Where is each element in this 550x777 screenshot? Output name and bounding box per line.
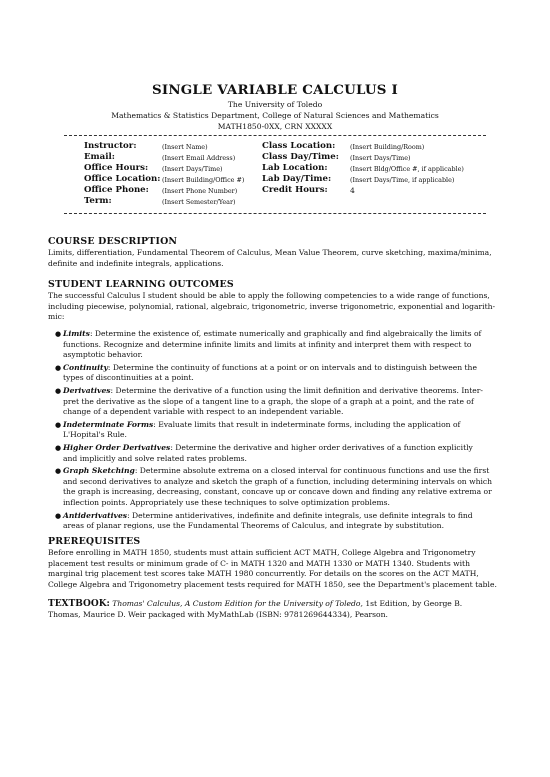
email-value: (Insert Email Address) xyxy=(162,154,236,162)
bullet-icon: ● xyxy=(55,363,62,372)
course-code: MATH1850-0XX, CRN XXXXX xyxy=(217,122,333,131)
course-description-heading: COURSE DESCRIPTION xyxy=(48,236,178,247)
bullet-icon: ● xyxy=(55,330,62,338)
credit-hours-value: 4 xyxy=(350,186,355,195)
instructor-label: Instructor: xyxy=(84,141,137,151)
outcome-text: change of a dependent variable with respect to an independent variable. xyxy=(63,407,344,417)
class-day-time-value: (Insert Days/Time) xyxy=(350,154,411,162)
outcome-text: the graph is increasing, decreasing, constant, concave up or concave down and finding any relative extrema or xyxy=(63,487,492,497)
outcome-text: : Determine antiderivatives, indefinite and definite integrals, use definite integrals to find xyxy=(127,510,473,520)
course-description-line: definite and indefinite integrals, applications. xyxy=(48,258,224,268)
prerequisites-line: marginal trig placement test scores take MATH 1980 concurrently. For details on the scores on the ACT MATH, xyxy=(48,569,479,579)
term-label: Term: xyxy=(84,196,112,206)
outcome-text: : Determine the derivative of a function using the limit definition and derivative theorems. Inter- xyxy=(110,385,483,395)
outcome-item xyxy=(48,511,502,532)
outcome-term: Higher Order Derivatives xyxy=(63,442,171,452)
outcome-term: Antiderivatives xyxy=(63,510,128,520)
prerequisites-line: College Algebra and Trigonometry placement tests required for MATH 1850, see the Department's placement table. xyxy=(48,579,497,589)
outcome-term: Limits xyxy=(63,329,90,338)
outcomes-intro-line: including piecewise, polynomial, rational, algebraic, trigonometric, inverse trigonometric, exponential and logarith- xyxy=(48,301,496,311)
credit-hours-label: Credit Hours: xyxy=(262,185,328,195)
prerequisites-line: Before enrolling in MATH 1850, students must attain sufficient ACT MATH, College Algebra and Trigonometry xyxy=(48,548,476,557)
outcome-text: : Determine the existence of, estimate numerically and graphically and find algebraically the limits of xyxy=(89,329,482,338)
bullet-icon: ● xyxy=(55,386,62,395)
outcome-term: Continuity xyxy=(63,362,108,372)
university-name: The University of Toledo xyxy=(227,100,323,109)
class-location-label: Class Location: xyxy=(262,141,336,151)
office-location-value: (Insert Building/Office #) xyxy=(162,176,245,184)
outcome-text: : Determine the continuity of functions at a point or on intervals and to distinguish between the xyxy=(107,362,477,372)
outcome-item xyxy=(48,466,502,508)
outcome-item xyxy=(48,386,502,418)
textbook-label: TEXTBOOK: xyxy=(48,599,110,609)
outcomes-list xyxy=(48,329,502,534)
prerequisites-text xyxy=(48,548,502,590)
office-location-label: Office Location: xyxy=(84,174,161,184)
outcome-text: pret the derivative as the slope of a tangent line to a graph, the slope of a graph at a point, and the rate of xyxy=(63,396,474,406)
outcome-item xyxy=(48,443,502,464)
top-divider xyxy=(64,135,486,136)
outcome-item xyxy=(48,329,502,361)
lab-day-time-value: (Insert Days/Time, if applicable) xyxy=(350,176,455,184)
bullet-icon: ● xyxy=(55,420,62,429)
outcome-term: Graph Sketching xyxy=(63,466,135,476)
outcome-text: asymptotic behavior. xyxy=(63,350,143,360)
instructor-value: (Insert Name) xyxy=(162,143,208,151)
prerequisites-heading: PREREQUISITES xyxy=(48,536,141,547)
office-phone-value: (Insert Phone Number) xyxy=(162,187,238,195)
outcome-item xyxy=(48,420,502,441)
outcome-text: types of discontinuities at a point. xyxy=(63,373,194,383)
outcome-text: areas of planar regions, use the Fundamental Theorems of Calculus, and integrate by substitution. xyxy=(63,521,444,531)
lab-location-value: (Insert Bldg/Office #, if applicable) xyxy=(350,165,464,173)
outcome-text: : Evaluate limits that result in indeterminate forms, including the application of xyxy=(153,419,461,429)
textbook-title: Thomas' Calculus, A Custom Edition for the University of Toledo, xyxy=(112,599,363,608)
department-name: Mathematics & Statistics Department, College of Natural Sciences and Mathematics xyxy=(111,111,439,120)
outcome-text: : Determine the derivative and higher order derivatives of a function explicitly xyxy=(170,442,473,452)
office-phone-label: Office Phone: xyxy=(84,185,149,195)
outcome-text: functions. Recognize and determine infinite limits and limits at infinity and interpret them with respect to xyxy=(63,339,472,349)
outcome-text: L'Hopital's Rule. xyxy=(63,430,127,440)
term-value: (Insert Semester/Year) xyxy=(162,198,236,206)
outcomes-intro-line: The successful Calculus I student should be able to apply the following competencies to a wide range of functions, xyxy=(48,291,490,300)
prerequisites-line: placement test results or minimum grade of C- in MATH 1320 and MATH 1330 or MATH 1340. Students with xyxy=(48,558,471,568)
bullet-icon: ● xyxy=(55,467,62,476)
outcome-item xyxy=(48,363,502,384)
office-hours-label: Office Hours: xyxy=(84,163,149,173)
outcome-text: : Determine absolute extrema on a closed interval for continuous functions and use the first xyxy=(134,466,490,476)
outcome-text: inflection points. Appropriately use these techniques to solve optimization problems. xyxy=(63,497,390,507)
course-description-text xyxy=(48,248,502,269)
bullet-icon: ● xyxy=(55,443,62,452)
bullet-icon: ● xyxy=(55,511,62,520)
outcome-text: and implicitly and solve related rates problems. xyxy=(63,453,247,463)
lab-location-label: Lab Location: xyxy=(262,163,328,173)
class-location-value: (Insert Building/Room) xyxy=(350,143,425,151)
lab-day-time-label: Lab Day/Time: xyxy=(262,174,332,184)
bottom-divider xyxy=(64,213,486,214)
email-label: Email: xyxy=(84,152,115,162)
outcome-text: and second derivatives to analyze and sketch the graph of a function, including determining intervals on which xyxy=(63,476,493,486)
textbook-line xyxy=(48,599,502,610)
office-hours-value: (Insert Days/Time) xyxy=(162,165,223,173)
textbook-text xyxy=(48,599,502,620)
outcomes-heading: STUDENT LEARNING OUTCOMES xyxy=(48,279,234,290)
course-title: SINGLE VARIABLE CALCULUS I xyxy=(152,82,398,98)
textbook-line: Thomas, Maurice D. Weir packaged with MyMathLab (ISBN: 9781269644334), Pearson. xyxy=(48,609,388,619)
textbook-edition: 1st Edition, by George B. xyxy=(362,599,463,608)
course-description-line: Limits, differentiation, Fundamental Theorem of Calculus, Mean Value Theorem, curve sketching, maxima/minima, xyxy=(48,248,492,257)
outcome-term: Derivatives xyxy=(63,385,111,395)
outcomes-intro-line: mic: xyxy=(48,312,65,322)
outcome-term: Indeterminate Forms xyxy=(63,419,154,429)
outcomes-intro xyxy=(48,291,502,323)
class-day-time-label: Class Day/Time: xyxy=(262,152,339,162)
